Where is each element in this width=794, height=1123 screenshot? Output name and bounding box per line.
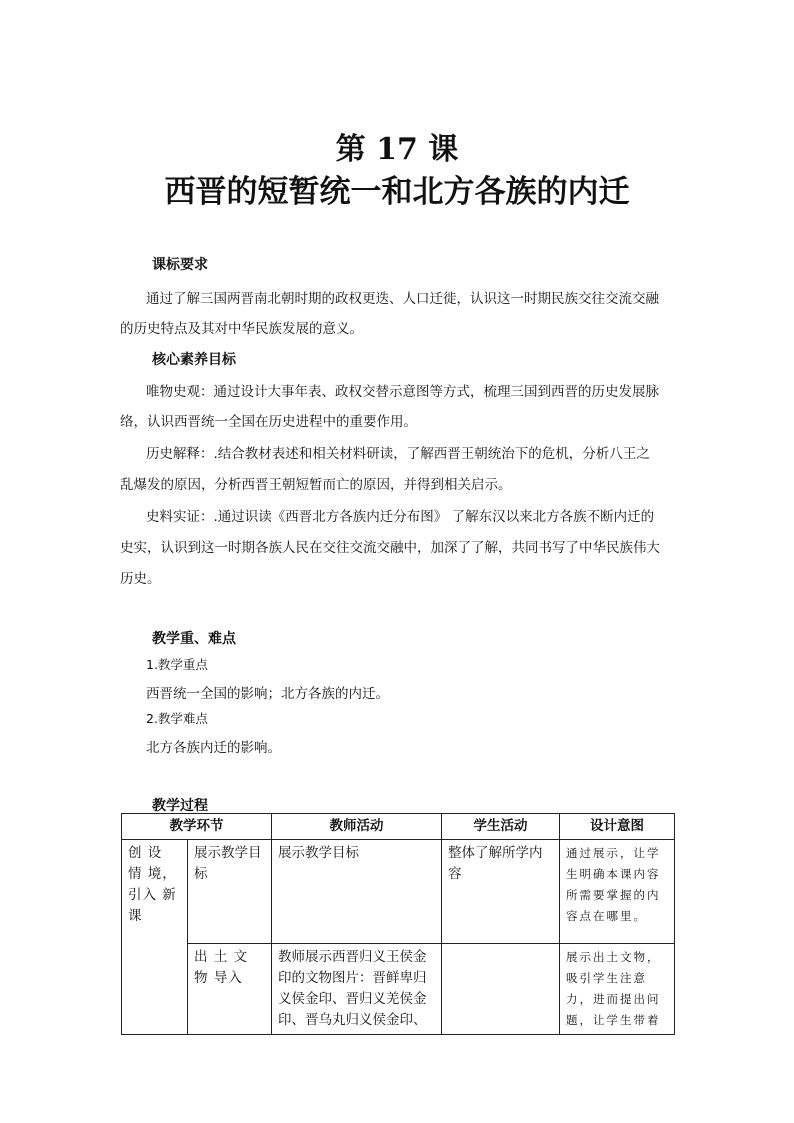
key-point-text: 西晋统一全国的影响；北方各族的内迁。 xyxy=(146,686,389,702)
header-student: 学生活动 xyxy=(442,814,560,840)
process-heading: 教学过程 xyxy=(152,798,208,814)
curriculum-heading: 课标要求 xyxy=(152,257,208,273)
literacy-line: 历史。 xyxy=(120,571,161,587)
curriculum-line: 的历史特点及其对中华民族发展的意义。 xyxy=(120,321,363,337)
focus-heading: 教学重、难点 xyxy=(152,631,236,647)
teacher-activity-cell: 展示教学目标 xyxy=(272,840,442,944)
difficulty-label: 2.教学难点 xyxy=(146,711,208,726)
literacy-line: 历史解释：.结合教材表述和相关材料研读，了解西晋王朝统治下的危机，分析八王之 xyxy=(146,446,650,462)
lesson-title: 西晋的短暂统一和北方各族的内迁 xyxy=(164,174,630,210)
key-point-label: 1.教学重点 xyxy=(146,657,208,672)
literacy-line: 史实，认识到这一时期各族人民在交往交流交融中，加深了了解，共同书写了中华民族伟大 xyxy=(120,540,660,556)
lesson-number: 第 17 课 xyxy=(335,132,459,167)
student-activity-cell: 整体了解所学内容 xyxy=(442,840,560,944)
stage-cell: 创 设 情 境，引入 新课 xyxy=(122,840,188,1035)
core-literacy-heading: 核心素养目标 xyxy=(152,352,236,368)
header-intent: 设计意图 xyxy=(560,814,675,840)
table-header-row xyxy=(122,814,675,840)
teacher-activity-cell: 教师展示西晋归义王侯金印的文物图片：晋鲜卑归义侯金印、晋归义羌侯金印、晋乌丸归义侯金印、 xyxy=(272,944,442,1035)
literacy-line: 络，认识西晋统一全国在历史进程中的重要作用。 xyxy=(120,414,417,430)
header-stage: 教学环节 xyxy=(122,814,272,840)
design-intent-cell: 展示出土文物，吸引学生注意力，进而提出问题，让学生带着 xyxy=(560,944,675,1035)
table-row xyxy=(122,944,675,1035)
difficulty-text: 北方各族内迁的影响。 xyxy=(146,740,281,756)
sub-stage-cell: 展示教学目标 xyxy=(188,840,272,944)
literacy-line: 史料实证：.通过识读《西晋北方各族内迁分布图》 了解东汉以来北方各族不断内迁的 xyxy=(146,509,655,525)
design-intent-cell: 通过展示，让学生明确本课内容所需要掌握的内容点在哪里。 xyxy=(560,840,675,944)
curriculum-line: 通过了解三国两晋南北朝时期的政权更迭、人口迁徙，认识这一时期民族交往交流交融 xyxy=(146,291,659,307)
sub-stage-cell: 出 土 文 物 导入 xyxy=(188,944,272,1035)
header-teacher: 教师活动 xyxy=(272,814,442,840)
literacy-line: 乱爆发的原因，分析西晋王朝短暂而亡的原因，并得到相关启示。 xyxy=(120,477,512,493)
literacy-line: 唯物史观：通过设计大事年表、政权交替示意图等方式，梳理三国到西晋的历史发展脉 xyxy=(146,384,659,400)
teaching-process-table xyxy=(121,813,675,1035)
table-row xyxy=(122,840,675,944)
student-activity-cell xyxy=(442,944,560,1035)
